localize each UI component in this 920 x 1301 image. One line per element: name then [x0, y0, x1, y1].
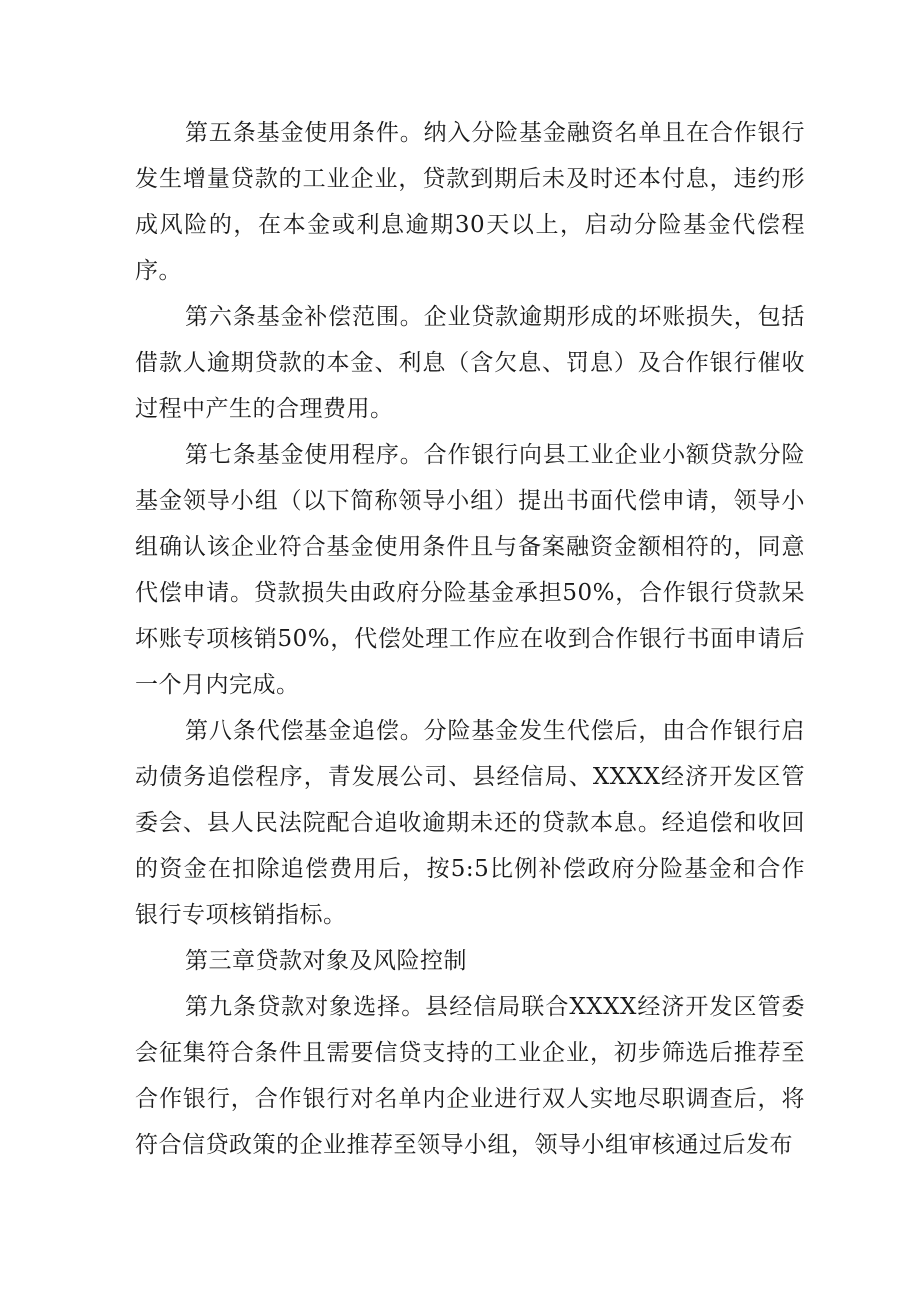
document-body [135, 110, 805, 1168]
article-7-paragraph: 第七条基金使用程序。合作银行向县工业企业小额贷款分险基金领导小组（以下简称领导小组）提出书面代偿申请，领导小组确认该企业符合基金使用条件且与备案融资金额相符的，同意代偿申请。贷款损失由政府分险基金承担50%，合作银行贷款呆坏账专项核销50%，代偿处理工作应在收到合作银行书面申请后一个月内完成。 [135, 442, 805, 698]
article-8-paragraph: 第八条代偿基金追偿。分险基金发生代偿后，由合作银行启动债务追偿程序，青发展公司、县经信局、XXXX经济开发区管委会、县人民法院配合追收逾期未还的贷款本息。经追偿和收回的资金在扣除追偿费用后，按5:5比例补偿政府分险基金和合作银行专项核销指标。 [135, 718, 805, 928]
article-6-paragraph: 第六条基金补偿范围。企业贷款逾期形成的坏账损失，包括借款人逾期贷款的本金、利息（含欠息、罚息）及合作银行催收过程中产生的合理费用。 [135, 304, 805, 422]
chapter-3-heading: 第三章贷款对象及风险控制 [185, 948, 467, 974]
article-5-paragraph: 第五条基金使用条件。纳入分险基金融资名单且在合作银行发生增量贷款的工业企业，贷款到期后未及时还本付息，违约形成风险的，在本金或利息逾期30天以上，启动分险基金代偿程序。 [135, 120, 805, 284]
article-9-paragraph: 第九条贷款对象选择。县经信局联合XXXX经济开发区管委会征集符合条件且需要信贷支持的工业企业，初步筛选后推荐至合作银行，合作银行对名单内企业进行双人实地尽职调查后，将符合信贷政策的企业推荐至领导小组，领导小组审核通过后发布 [135, 994, 805, 1158]
